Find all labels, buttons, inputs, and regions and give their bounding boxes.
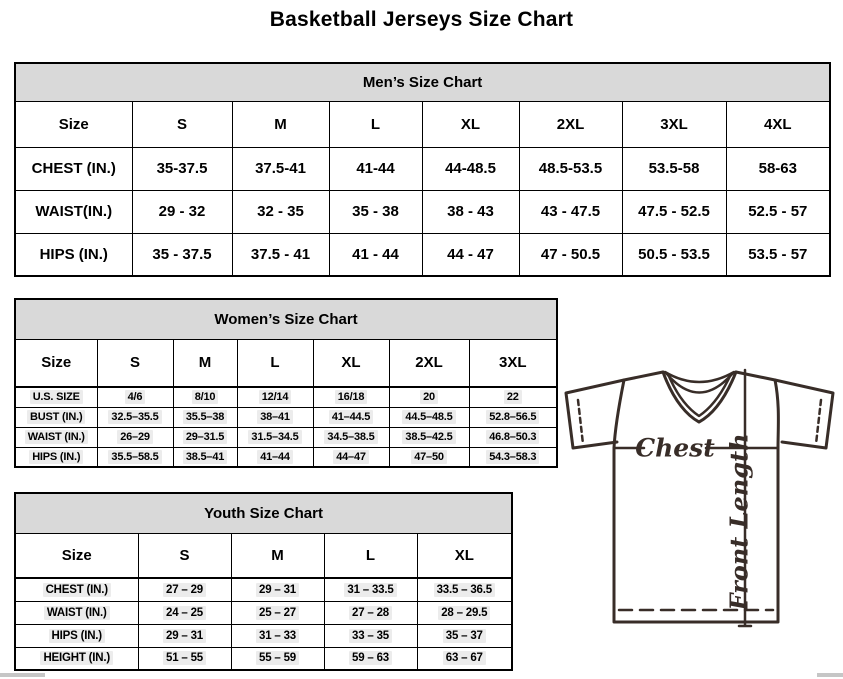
jersey-collar-inner — [668, 374, 731, 416]
row-label — [15, 447, 97, 467]
column-header: 3XL — [469, 339, 557, 387]
jersey-measurement-diagram — [556, 360, 843, 665]
table-row — [15, 387, 557, 407]
cell-text: 44.5–48.5 — [402, 410, 455, 424]
horizontal-scrollbar-thumb-left[interactable] — [0, 673, 45, 677]
cell-text: 35 – 37 — [443, 629, 486, 643]
cell-text: 29 – 31 — [163, 629, 206, 643]
table-cell — [324, 624, 417, 647]
table-cell: 43 - 47.5 — [519, 190, 622, 233]
cell-text: 33.5 – 36.5 — [434, 583, 495, 597]
table-cell — [173, 407, 237, 427]
cell-text: 54.3–58.3 — [486, 450, 539, 464]
table-cell: 35 - 37.5 — [132, 233, 232, 276]
column-header: L — [324, 533, 417, 578]
table-cell: 52.5 - 57 — [726, 190, 830, 233]
row-label: WAIST(IN.) — [15, 190, 132, 233]
column-header: S — [132, 101, 232, 147]
cell-text: 29–31.5 — [183, 430, 227, 444]
table-cell: 50.5 - 53.5 — [622, 233, 726, 276]
column-header: 4XL — [726, 101, 830, 147]
table-cell — [237, 387, 313, 407]
table-cell: 44-48.5 — [422, 147, 519, 190]
row-label — [15, 427, 97, 447]
table-cell — [389, 427, 469, 447]
table-cell — [417, 578, 512, 601]
cell-text: 44–47 — [333, 450, 369, 464]
column-header: 2XL — [389, 339, 469, 387]
cell-text: 38.5–41 — [183, 450, 227, 464]
table-cell: 48.5-53.5 — [519, 147, 622, 190]
cell-text: 38.5–42.5 — [402, 430, 455, 444]
table-cell — [324, 647, 417, 670]
cell-text: 41–44 — [257, 450, 293, 464]
table-cell — [313, 407, 389, 427]
cell-text: 26–29 — [117, 430, 153, 444]
column-header: 3XL — [622, 101, 726, 147]
table-cell: 53.5 - 57 — [726, 233, 830, 276]
column-header: XL — [313, 339, 389, 387]
column-header: M — [232, 101, 329, 147]
table-cell: 38 - 43 — [422, 190, 519, 233]
table-row — [15, 647, 512, 670]
table-cell — [469, 407, 557, 427]
table-cell — [389, 407, 469, 427]
table-cell: 41-44 — [329, 147, 422, 190]
page-title: Basketball Jerseys Size Chart — [269, 8, 574, 31]
column-header: M — [173, 339, 237, 387]
youth-chart-title: Youth Size Chart — [15, 493, 512, 533]
table-cell — [237, 427, 313, 447]
table-cell — [231, 624, 324, 647]
column-header: M — [231, 533, 324, 578]
youth-size-chart-table — [14, 492, 513, 671]
cell-text: 16/18 — [335, 390, 368, 404]
table-cell — [417, 624, 512, 647]
column-header: XL — [417, 533, 512, 578]
table-row — [15, 578, 512, 601]
row-label — [15, 387, 97, 407]
table-cell — [231, 601, 324, 624]
jersey-collar-arc1 — [665, 372, 734, 382]
jersey-right-seam — [775, 380, 778, 448]
cell-text: 33 – 35 — [349, 629, 392, 643]
table-cell — [97, 447, 173, 467]
cell-text: 27 – 28 — [349, 606, 392, 620]
table-row — [15, 190, 830, 233]
cell-text: 31 – 33.5 — [344, 583, 396, 597]
cell-text: 31.5–34.5 — [248, 430, 301, 444]
row-label-text: U.S. SIZE — [30, 390, 83, 404]
table-row — [15, 533, 512, 578]
horizontal-scrollbar-thumb-right[interactable] — [817, 673, 843, 677]
jersey-right-cuff-dashed — [816, 400, 821, 444]
cell-text: 34.5–38.5 — [324, 430, 377, 444]
table-cell — [313, 427, 389, 447]
table-row — [15, 493, 512, 533]
cell-text: 27 – 29 — [163, 583, 206, 597]
table-cell — [237, 447, 313, 467]
table-cell — [173, 427, 237, 447]
table-cell — [97, 427, 173, 447]
row-label-text: WAIST (IN.) — [44, 606, 110, 620]
cell-text: 47–50 — [411, 450, 447, 464]
cell-text: 32.5–35.5 — [108, 410, 161, 424]
column-header: 2XL — [519, 101, 622, 147]
table-row — [15, 427, 557, 447]
table-row — [15, 447, 557, 467]
cell-text: 29 – 31 — [256, 583, 299, 597]
column-header: Size — [15, 101, 132, 147]
row-label — [15, 647, 138, 670]
table-cell — [469, 427, 557, 447]
cell-text: 63 – 67 — [443, 651, 486, 665]
cell-text: 46.8–50.3 — [486, 430, 539, 444]
column-header: XL — [422, 101, 519, 147]
row-label — [15, 624, 138, 647]
chest-label: Chest — [635, 433, 715, 463]
table-cell — [231, 578, 324, 601]
table-cell: 37.5-41 — [232, 147, 329, 190]
row-label — [15, 578, 138, 601]
table-cell — [389, 387, 469, 407]
row-label-text: WAIST (IN.) — [25, 430, 88, 444]
row-label: CHEST (IN.) — [15, 147, 132, 190]
table-cell — [97, 407, 173, 427]
column-header: L — [237, 339, 313, 387]
table-cell — [324, 601, 417, 624]
table-cell — [313, 447, 389, 467]
table-row — [15, 233, 830, 276]
table-row — [15, 339, 557, 387]
table-cell — [138, 624, 231, 647]
cell-text: 55 – 59 — [256, 651, 299, 665]
cell-text: 35.5–38 — [183, 410, 227, 424]
womens-size-chart-table — [14, 298, 558, 468]
mens-chart-title: Men’s Size Chart — [15, 63, 830, 101]
cell-text: 35.5–58.5 — [108, 450, 161, 464]
table-cell — [469, 387, 557, 407]
cell-text: 52.8–56.5 — [486, 410, 539, 424]
cell-text: 25 – 27 — [256, 606, 299, 620]
table-row — [15, 101, 830, 147]
cell-text: 4/6 — [125, 390, 146, 404]
row-label — [15, 601, 138, 624]
mens-size-chart-table — [14, 62, 831, 277]
front-length-label: Front Length — [724, 433, 754, 611]
cell-text: 20 — [420, 390, 438, 404]
table-cell — [138, 578, 231, 601]
womens-chart-title: Women’s Size Chart — [15, 299, 557, 339]
column-header: S — [138, 533, 231, 578]
cell-text: 31 – 33 — [256, 629, 299, 643]
table-cell — [417, 601, 512, 624]
column-header: L — [329, 101, 422, 147]
table-cell — [237, 407, 313, 427]
table-cell — [173, 447, 237, 467]
table-row — [15, 407, 557, 427]
table-cell — [231, 647, 324, 670]
column-header: S — [97, 339, 173, 387]
cell-text: 41–44.5 — [329, 410, 373, 424]
table-cell — [469, 447, 557, 467]
table-cell — [138, 647, 231, 670]
table-cell: 37.5 - 41 — [232, 233, 329, 276]
table-cell: 53.5-58 — [622, 147, 726, 190]
table-cell: 32 - 35 — [232, 190, 329, 233]
row-label-text: HIPS (IN.) — [29, 450, 83, 464]
table-cell: 47.5 - 52.5 — [622, 190, 726, 233]
column-header: Size — [15, 339, 97, 387]
row-label-text: HEIGHT (IN.) — [40, 651, 113, 665]
table-cell: 35-37.5 — [132, 147, 232, 190]
row-label-text: HIPS (IN.) — [49, 629, 105, 643]
table-cell — [313, 387, 389, 407]
table-cell — [389, 447, 469, 467]
cell-text: 59 – 63 — [349, 651, 392, 665]
jersey-left-cuff-dashed — [578, 400, 583, 444]
table-row — [15, 299, 557, 339]
cell-text: 12/14 — [259, 390, 292, 404]
table-row — [15, 147, 830, 190]
cell-text: 22 — [504, 390, 522, 404]
cell-text: 24 – 25 — [163, 606, 206, 620]
cell-text: 51 – 55 — [163, 651, 206, 665]
table-cell — [324, 578, 417, 601]
cell-text: 28 – 29.5 — [438, 606, 490, 620]
table-cell: 35 - 38 — [329, 190, 422, 233]
table-cell — [138, 601, 231, 624]
row-label: HIPS (IN.) — [15, 233, 132, 276]
table-cell: 29 - 32 — [132, 190, 232, 233]
jersey-left-seam — [614, 380, 624, 448]
table-row — [15, 63, 830, 101]
row-label-text: CHEST (IN.) — [43, 583, 111, 597]
cell-text: 8/10 — [192, 390, 219, 404]
cell-text: 38–41 — [257, 410, 293, 424]
table-cell: 58-63 — [726, 147, 830, 190]
table-cell: 41 - 44 — [329, 233, 422, 276]
table-row — [15, 601, 512, 624]
table-cell: 47 - 50.5 — [519, 233, 622, 276]
table-cell: 44 - 47 — [422, 233, 519, 276]
table-cell — [173, 387, 237, 407]
row-label — [15, 407, 97, 427]
column-header: Size — [15, 533, 138, 578]
row-label-text: BUST (IN.) — [27, 410, 85, 424]
table-row — [15, 624, 512, 647]
table-cell — [417, 647, 512, 670]
table-cell — [97, 387, 173, 407]
